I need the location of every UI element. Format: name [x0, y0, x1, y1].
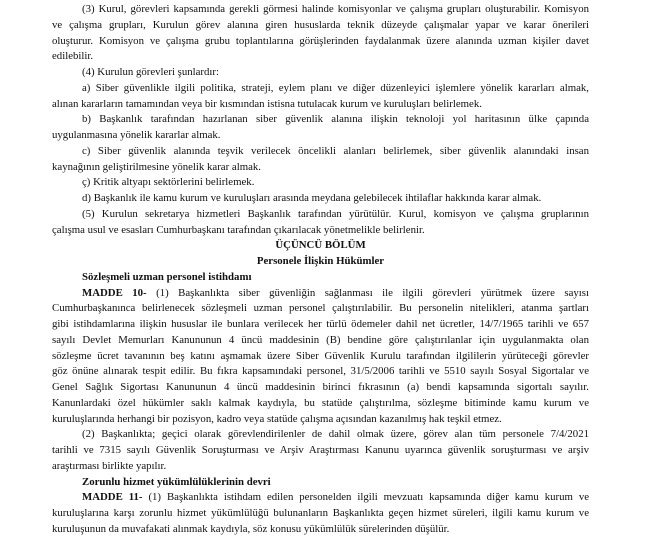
document-page — [52, 2, 589, 538]
text-line: göz önüne alınarak tespit edilir. Bu fıkra kapsamındaki personel, 31/5/2006 tarihli ve 5510 sayılı Sosyal Sigortalar ve — [52, 365, 589, 378]
text-line: c) Siber güvenlik alanında teşvik verilecek öncelikli alanları belirlemek, siber güvenlik alanındaki insan — [82, 144, 589, 157]
text-line: kuruluşlarında herhangi bir pozisyon, kadro veya statüde çalışma açısından kazanılmış hak teşkil etmez. — [52, 412, 502, 425]
text-line: gibi istihdamlarına ilişkin hususlar ile bunlara verilecek her türlü ödemeler dahil net ücretler, 14/7/1965 tarihli ve 657 — [52, 318, 589, 330]
article-number: MADDE 11- — [82, 491, 143, 504]
text-line: alınan kararların tamamından veya bir kısmından istisna tutulacak kurum ve kuruluşları belirlemek. — [52, 97, 482, 110]
text-line: Kanunlardaki özel hükümler saklı kalmak kaydıyla, bu statüde çalıştırılma, sözleşme bitiminde kamu kurum ve — [52, 396, 589, 409]
text-line: d) Başkanlık ile kamu kurum ve kuruluşları arasında meydana gelebilecek ihtilaflar hakkında karar almak. — [82, 192, 542, 204]
text-line: uygulanmasına yönelik kararlar almak. — [52, 129, 221, 141]
section-heading: ÜÇÜNCÜ BÖLÜM — [275, 239, 366, 252]
text-line: b) Başkanlık tarafından hazırlanan siber güvenlik alanına ilişkin teknoloji yol haritasının ülke çapında — [82, 113, 589, 126]
text-line: araştırması birlikte yapılır. — [52, 459, 167, 472]
text-line: tarihli ve 7315 sayılı Güvenlik Soruşturması ve Arşiv Araştırması Kanunu uyarınca güvenlik soruşturması ve arşiv — [52, 444, 589, 456]
section-subheading: Personele İlişkin Hükümler — [256, 255, 385, 267]
article-heading: Sözleşmeli uzman personel istihdamı — [82, 270, 252, 283]
text-line: sayılı Devlet Memurları Kanununun 4 üncü maddesinin (B) bendine göre çalıştırılanlar için uygulanmakta olan — [52, 333, 589, 346]
article-number: MADDE 10- — [82, 286, 147, 299]
text-line: kuruluşlarına karşı zorunlu hizmet yükümlülüğü bulunanların Başkanlıkta geçen hizmet süreleri, ilgili kamu kurum ve — [52, 507, 589, 519]
text-line: Cumhurbaşkanınca belirlenecek sözleşmeli uzman personel çalıştırılabilir. Bu personelin nitelikleri, atanma şartları — [52, 302, 589, 315]
text-line: edilebilir. — [52, 50, 94, 63]
text-line: kuruluşunun da muvafakati alınmak kaydıyla, söz konusu yükümlülük sürelerinden düşülür. — [52, 522, 450, 535]
text-line: (5) Kurulun sekretarya hizmetleri Başkanlık tarafından yürütülür. Kurul, komisyon ve çalışma gruplarının — [82, 207, 589, 220]
text-line: kaynağının geliştirilmesine yönelik karar almak. — [52, 160, 261, 173]
text-line: (3) Kurul, görevleri kapsamında gerekli görmesi halinde komisyonlar ve çalışma grupları oluşturabilir. Komisyon — [82, 3, 589, 15]
text-line: sözleşme ücret tavanının beş katını aşmamak üzere Siber Güvenlik Kurulu tarafından ilgililerin yürüteceği görevler — [52, 349, 589, 362]
article-heading: Zorunlu hizmet yükümlülüklerinin devri — [82, 475, 271, 488]
text-line: (4) Kurulun görevleri şunlardır: — [82, 66, 220, 78]
text-line: Genel Sağlık Sigortası Kanununun 4 üncü maddesinin birinci fıkrasının (a) bendi kapsamında sigortalı sayılır. — [52, 381, 589, 393]
text-line: a) Siber güvenlikle ilgili politika, strateji, eylem planı ve diğer düzenleyici işlemlere yönelik kararları almak, — [82, 81, 589, 94]
text-line: oluşturur. Komisyon ve çalışma grubu toplantılarına görüşlerinden faydalanmak üzere alanında uzman kişiler davet — [52, 34, 589, 47]
text-line: ve çalışma grupları, Kurulun görev alanına giren hususlarda teknik düzeyde çalışmalar yapar ve karar önerileri — [52, 18, 589, 31]
text-line: (2) Başkanlıkta; geçici olarak görevlendirilenler de dahil olmak üzere, görev alan tüm personele 7/4/2021 — [82, 428, 589, 441]
article-text: (1) Başkanlıkta istihdam edilen personelden ilgili mevzuatı kapsamında diğer kamu kurum ve — [142, 491, 590, 504]
text-line: ç) Kritik altyapı sektörlerini belirlemek. — [82, 176, 255, 189]
article-first-line — [52, 490, 589, 506]
article-first-line — [52, 286, 589, 302]
text-line: çalışma usul ve esasları Cumhurbaşkanı tarafından çıkarılacak yönetmelikle belirlenir. — [52, 223, 425, 236]
article-text: (1) Başkanlıkta siber güvenliğin sağlanması ile ilgili görevleri yürütmek üzere sayısı — [146, 286, 589, 299]
